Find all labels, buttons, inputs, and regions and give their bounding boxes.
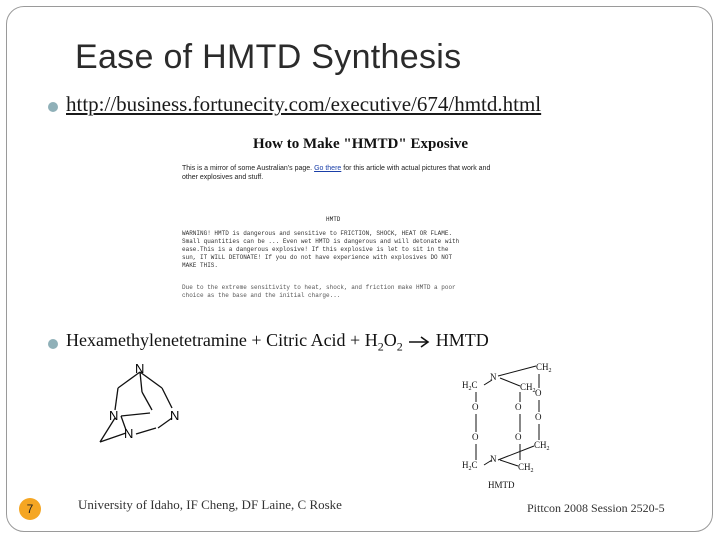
hexamine-n-bottom: N — [124, 426, 134, 441]
footer-session: Pittcon 2008 Session 2520-5 — [527, 501, 665, 515]
bullet-icon — [48, 339, 58, 349]
screenshot-hmtd-label: HMTD — [326, 216, 341, 223]
oxygen: O — [383, 330, 397, 350]
hexamine-n-left: N — [109, 408, 119, 423]
hmtd-o-1: O — [535, 388, 542, 398]
product: HMTD — [435, 330, 489, 350]
slide-title: Ease of HMTD Synthesis — [75, 38, 462, 76]
arrow-right-icon — [407, 335, 431, 349]
hmtd-caption: HMTD — [488, 480, 515, 490]
hmtd-o-3: O — [515, 402, 522, 412]
intro-text-after: for this article with actual pictures that work and other explosives and stuff. — [182, 165, 491, 181]
intro-text-before: This is a mirror of some Australian's page. — [182, 165, 313, 172]
slide-number-badge: 7 — [19, 498, 41, 520]
webpage-screenshot — [178, 134, 498, 302]
hmtd-n-top: N — [490, 372, 497, 382]
hmtd-o-5: O — [472, 432, 479, 442]
screenshot-title: How to Make "HMTD" Exposive — [253, 136, 468, 152]
hmtd-link[interactable]: http://business.fortunecity.com/executive/674/hmtd.html — [66, 92, 542, 116]
hmtd-o-4: O — [535, 412, 542, 422]
hmtd-o-2: O — [472, 402, 479, 412]
hmtd-ch2-mid: $CH_2$ — [520, 382, 536, 394]
bullet-icon — [48, 102, 58, 112]
hmtd-n-bottom: N — [490, 454, 497, 464]
hmtd-ch2-top: $CH_2$ — [536, 362, 552, 374]
hmtd-ch2-right: $CH_2$ — [534, 440, 550, 452]
reaction-equation — [66, 330, 489, 355]
screenshot-warning: WARNING! HMTD is dangerous and sensitive to FRICTION, SHOCK, HEAT OR FLAME. Small quantities can be ... Even wet HMTD is dangerous and will detonate with ease.This is a dangerous explosive! If this explosive is let to sit in the sun, IT WILL DETONATE! If you do not have experience with explosives DO NOT MAKE THIS. — [182, 230, 460, 269]
hmtd-h2c-left: $H_2C$ — [462, 380, 478, 392]
hmtd-h2c-bottom: $H_2C$ — [462, 460, 478, 472]
o2-subscript: 2 — [396, 339, 403, 354]
hexamine-structure — [90, 358, 200, 448]
hmtd-o-6: O — [515, 432, 522, 442]
hexamine-n-top: N — [135, 361, 145, 376]
footer-authors: University of Idaho, IF Cheng, DF Laine, C Roske — [78, 497, 342, 512]
hmtd-ch2-bottom: $CH_2$ — [518, 462, 534, 474]
reactants: Hexamethylenetetramine + Citric Acid + H — [66, 330, 378, 350]
go-there-link[interactable]: Go there — [314, 165, 342, 172]
screenshot-intro — [182, 164, 492, 182]
hmtd-structure — [448, 358, 578, 493]
hexamine-n-right: N — [170, 408, 180, 423]
screenshot-footer-text: Due to the extreme sensitivity to heat, shock, and friction make HMTD a poor choice as the base and the initial charge... — [182, 284, 456, 299]
h2-subscript: 2 — [377, 339, 384, 354]
